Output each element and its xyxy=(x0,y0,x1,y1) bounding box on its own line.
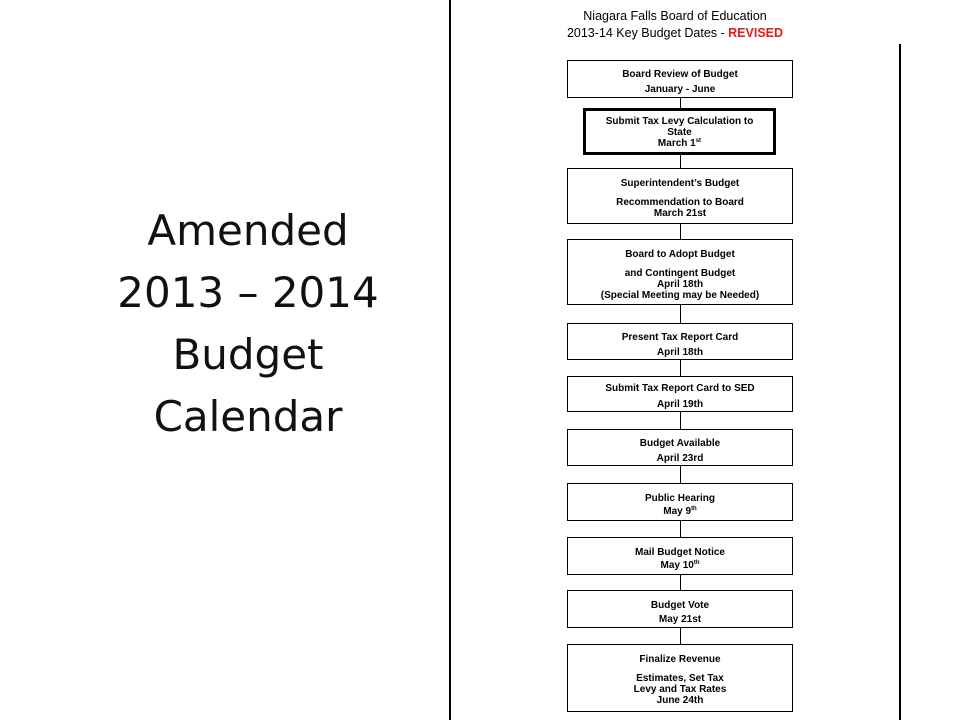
step-superintendent-budget xyxy=(567,168,793,224)
step-line: Board to Adopt Budget xyxy=(625,249,735,260)
title-line-4: Calendar xyxy=(153,392,343,441)
revised-label: REVISED xyxy=(728,26,784,40)
step-note: (Special Meeting may be Needed) xyxy=(600,290,760,301)
connector-line xyxy=(680,627,681,644)
step-date: April 18th xyxy=(656,347,704,358)
date-suffix: th xyxy=(693,560,700,566)
step-line: Superintendent’s Budget xyxy=(620,178,740,189)
step-date: January - June xyxy=(644,84,716,95)
step-date: April 19th xyxy=(656,399,704,410)
connector-line xyxy=(680,223,681,239)
title-line-2: 2013 – 2014 xyxy=(117,268,379,317)
step-submit-tax-levy xyxy=(583,108,776,155)
step-budget-available xyxy=(567,429,793,466)
step-line: and Contingent Budget xyxy=(624,268,736,279)
step-line: Submit Tax Levy Calculation to xyxy=(605,116,754,127)
step-line: Public Hearing xyxy=(644,493,715,504)
step-date-text: May 9 xyxy=(663,506,692,517)
step-adopt-budget xyxy=(567,239,793,305)
step-line: Estimates, Set Tax xyxy=(636,673,724,684)
connector-line xyxy=(680,359,681,376)
step-line: State xyxy=(667,127,692,138)
step-present-tax-report-card xyxy=(567,323,793,360)
document-subtitle-text: 2013-14 Key Budget Dates - xyxy=(566,26,729,40)
step-date: June 24th xyxy=(656,695,704,706)
document-subtitle xyxy=(449,25,901,42)
step-budget-vote xyxy=(567,590,793,628)
title-line-3: Budget xyxy=(172,330,324,379)
step-date xyxy=(568,560,792,571)
step-date: April 23rd xyxy=(656,453,704,464)
step-date xyxy=(568,506,792,517)
step-date: April 18th xyxy=(656,279,704,290)
step-line: Board Review of Budget xyxy=(622,69,738,80)
step-date-text: May 10 xyxy=(660,560,694,571)
slide-title xyxy=(90,200,406,448)
step-mail-budget-notice xyxy=(567,537,793,575)
document-header xyxy=(449,8,901,42)
step-public-hearing xyxy=(567,483,793,521)
step-board-review xyxy=(567,60,793,98)
step-submit-tax-report-card xyxy=(567,376,793,412)
step-date xyxy=(586,138,773,149)
connector-line xyxy=(680,304,681,323)
title-line-1: Amended xyxy=(147,206,349,255)
step-date-text: March 1 xyxy=(657,138,696,149)
step-line: Levy and Tax Rates xyxy=(633,684,727,695)
step-line: Submit Tax Report Card to SED xyxy=(605,383,755,394)
document-org-name: Niagara Falls Board of Education xyxy=(583,9,767,23)
step-line: Budget Vote xyxy=(650,600,710,611)
step-line: Present Tax Report Card xyxy=(621,332,739,343)
date-suffix: th xyxy=(691,506,697,512)
step-line: Budget Available xyxy=(639,438,721,449)
connector-line xyxy=(680,154,681,168)
step-date: March 21st xyxy=(653,208,707,219)
date-suffix: st xyxy=(695,138,702,144)
connector-line xyxy=(680,465,681,483)
connector-line xyxy=(680,520,681,537)
step-date: May 21st xyxy=(658,614,702,625)
step-line: Recommendation to Board xyxy=(616,197,744,208)
step-line: Finalize Revenue xyxy=(639,654,721,665)
connector-line xyxy=(680,411,681,429)
step-finalize-revenue xyxy=(567,644,793,712)
step-line: Mail Budget Notice xyxy=(634,547,725,558)
connector-line xyxy=(680,574,681,590)
